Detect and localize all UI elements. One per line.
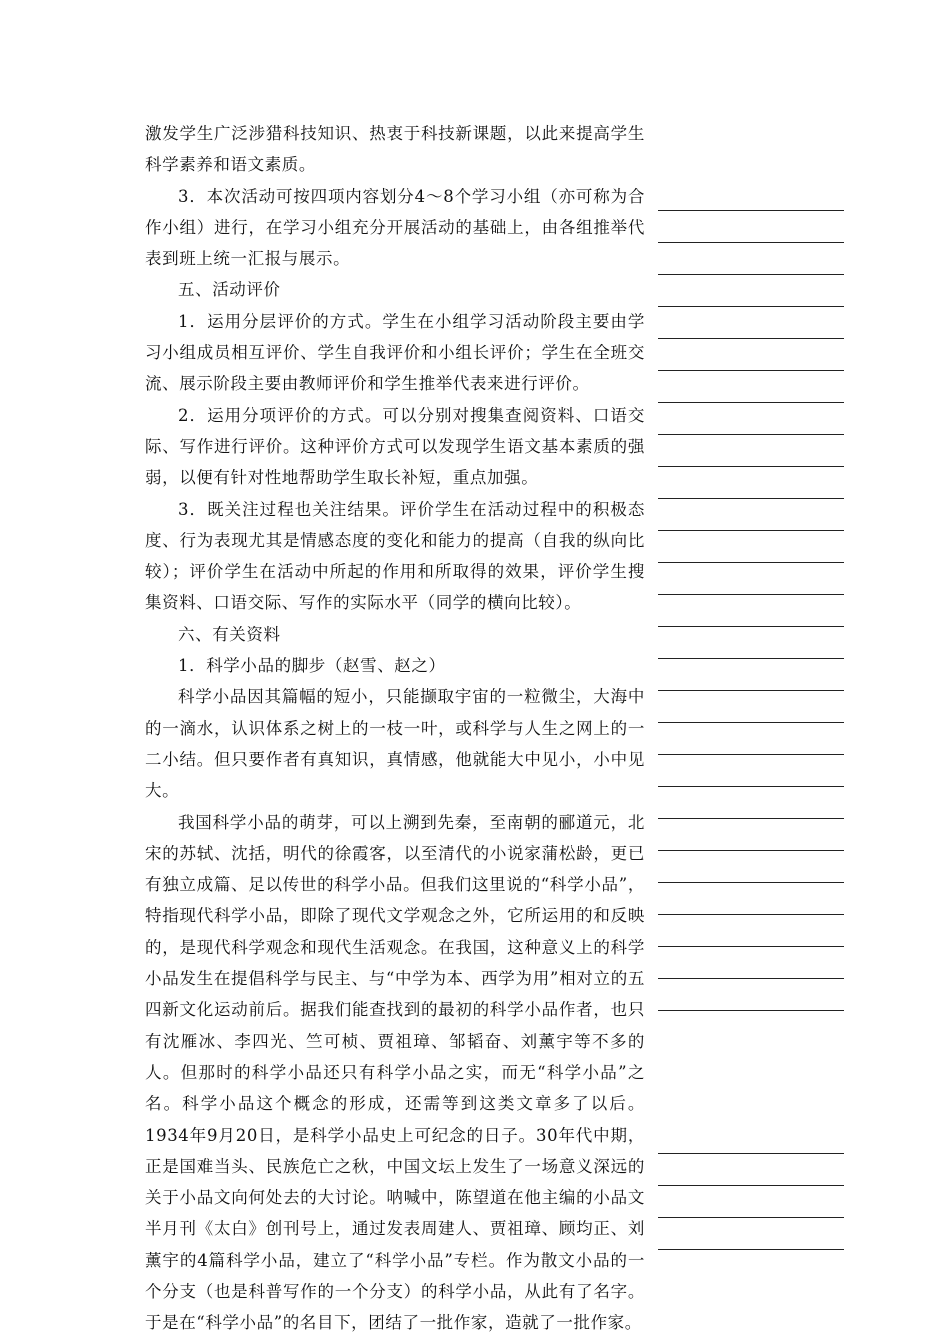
paragraph-item-3-groups: 3．本次活动可按四项内容划分4～8个学习小组（亦可称为合作小组）进行，在学习小组充分开展活动的基础上，由各组推举代表到班上统一汇报与展示。 bbox=[145, 186, 645, 269]
paragraph-itemized-evaluation: 2．运用分项评价的方式。可以分别对搜集查阅资料、口语交际、写作进行评价。这种评价方式可以发现学生语文基本素质的强弱，以便有针对性地帮助学生取长补短，重点加强。 bbox=[145, 405, 645, 488]
note-line bbox=[658, 210, 844, 211]
note-line bbox=[658, 306, 844, 307]
note-line bbox=[658, 658, 844, 659]
section-heading-evaluation: 五、活动评价 bbox=[178, 280, 281, 300]
note-line bbox=[658, 370, 844, 371]
note-line bbox=[658, 242, 844, 243]
note-line bbox=[658, 818, 844, 819]
paragraph-continued: 激发学生广泛涉猎科技知识、热衷于科技新课题，以此来提高学生科学素养和语文素质。 bbox=[145, 124, 645, 175]
note-line bbox=[658, 466, 844, 467]
note-line bbox=[658, 882, 844, 883]
note-line bbox=[658, 498, 844, 499]
note-line bbox=[658, 1010, 844, 1011]
note-line bbox=[658, 274, 844, 275]
note-line bbox=[658, 722, 844, 723]
note-line bbox=[658, 1217, 844, 1218]
note-line bbox=[658, 786, 844, 787]
note-line bbox=[658, 914, 844, 915]
note-line bbox=[658, 338, 844, 339]
note-line bbox=[658, 978, 844, 979]
note-line bbox=[658, 1249, 844, 1250]
document-body bbox=[145, 118, 645, 1339]
article-title: 1．科学小品的脚步（赵雪、赵之） bbox=[178, 656, 446, 676]
margin-note-lines bbox=[658, 0, 844, 1344]
note-line bbox=[658, 594, 844, 595]
note-line bbox=[658, 530, 844, 531]
note-line bbox=[658, 562, 844, 563]
paragraph-layered-evaluation: 1．运用分层评价的方式。学生在小组学习活动阶段主要由学习小组成员相互评价、学生自我评价和小组长评价；学生在全班交流、展示阶段主要由教师评价和学生推举代表来进行评价。 bbox=[145, 311, 645, 394]
paragraph-science-essay-history: 我国科学小品的萌芽，可以上溯到先秦，至南朝的郦道元，北宋的苏轼、沈括，明代的徐霞客，以至清代的小说家蒲松龄，更已有独立成篇、足以传世的科学小品。但我们这里说的“科学小品”，特指现代科学小品，即除了现代文学观念之外，它所运用的和反映的，是现代科学观念和现代生活观念。在我国，这种意义上的科学小品发生在提倡科学与民主、与“中学为本、西学为用”相对立的五四新文化运动前后。据我们能查找到的最初的科学小品作者，也只有沈雁冰、李四光、竺可桢、贾祖璋、邹韬奋、刘薰宇等不多的人。但那时的科学小品还只有科学小品之实，而无“科学小品”之名。科学小品这个概念的形成，还需等到这类文章多了以后。1934年9月20日，是科学小品史上可纪念的日子。30年代中期，正是国难当头、民族危亡之秋，中国文坛上发生了一场意义深远的关于小品文向何处去的大讨论。呐喊中，陈望道在他主编的小品文半月刊《太白》创刊号上，通过发表周建人、贾祖璋、顾均正、刘薰宇的4篇科学小品，建立了“科学小品”专栏。作为散文小品的一个分支（也是科普写作的一个分支）的科学小品，从此有了名字。于是在“科学小品”的名目下，团结了一批作家，造就了一批作家。 bbox=[145, 812, 645, 1333]
note-line bbox=[658, 1185, 844, 1186]
note-line bbox=[658, 1153, 844, 1154]
note-line bbox=[658, 402, 844, 403]
paragraph-science-essay-intro: 科学小品因其篇幅的短小，只能撷取宇宙的一粒微尘，大海中的一滴水，认识体系之树上的一枝一叶，或科学与人生之网上的一二小结。但只要作者有真知识，真情感，他就能大中见小，小中见大。 bbox=[145, 687, 645, 801]
note-line bbox=[658, 754, 844, 755]
note-line bbox=[658, 690, 844, 691]
note-line bbox=[658, 850, 844, 851]
note-line bbox=[658, 434, 844, 435]
note-line bbox=[658, 626, 844, 627]
paragraph-process-and-result: 3．既关注过程也关注结果。评价学生在活动过程中的积极态度、行为表现尤其是情感态度的变化和能力的提高（自我的纵向比较）；评价学生在活动中所起的作用和所取得的效果，评价学生搜集资料、口语交际、写作的实际水平（同学的横向比较）。 bbox=[145, 499, 645, 613]
note-line bbox=[658, 946, 844, 947]
section-heading-materials: 六、有关资料 bbox=[178, 624, 281, 644]
